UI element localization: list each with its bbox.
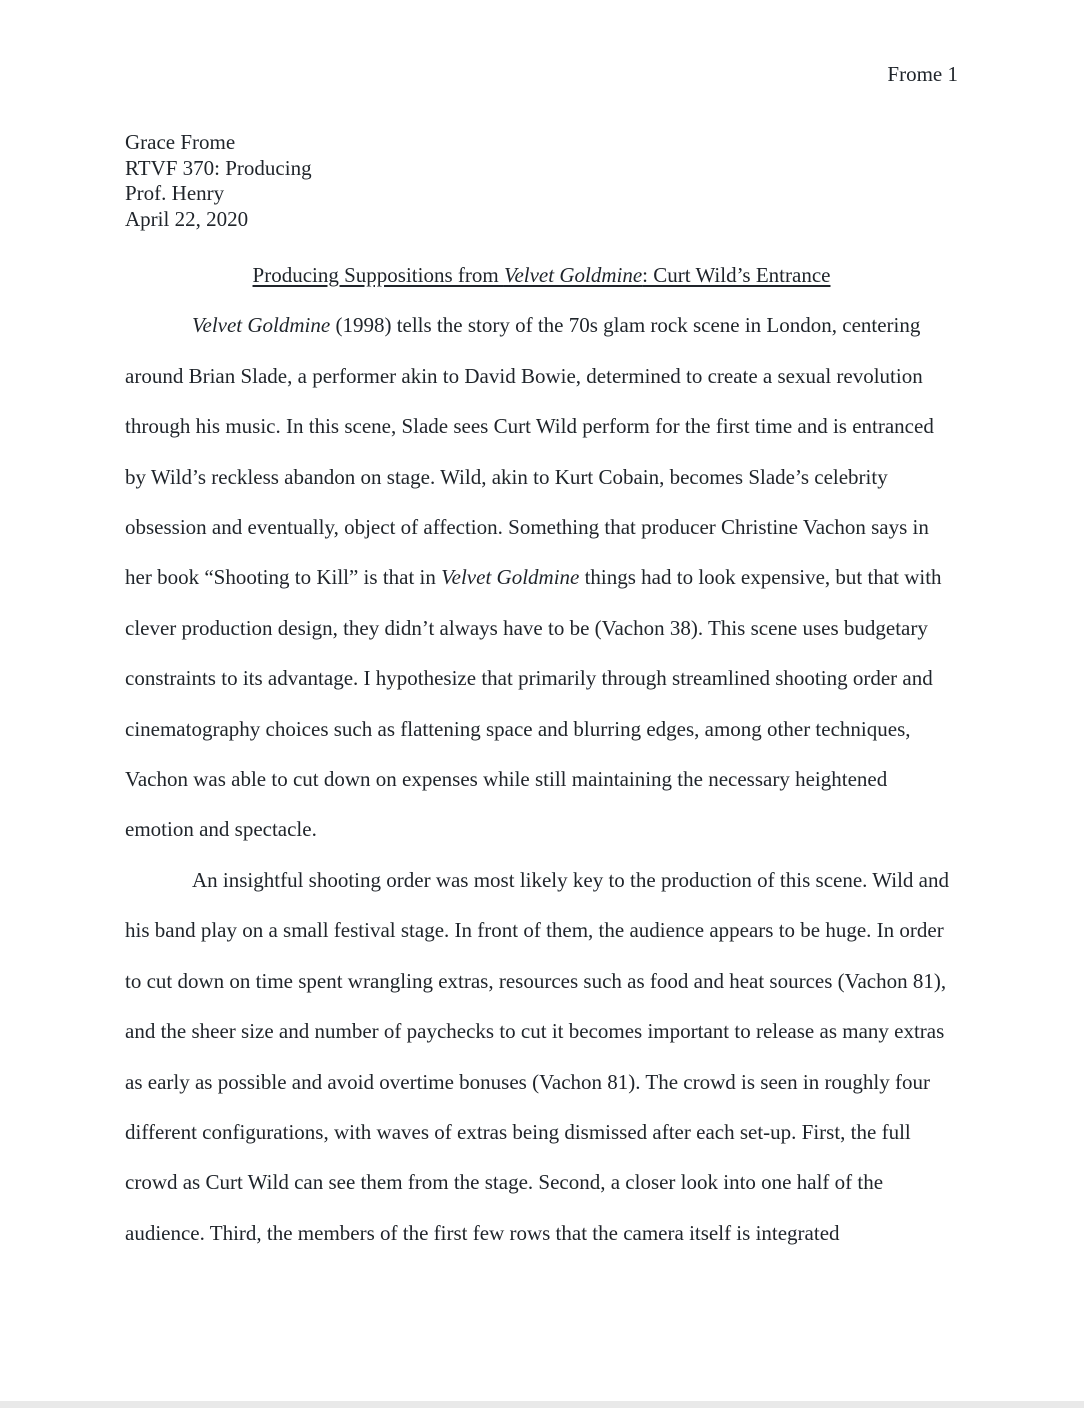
- essay-paragraph-2: An insightful shooting order was most likely key to the production of this scene. Wild and his band play on a small festival stage. In front of them, the audience appears to be huge. In order to cut down on time spent wrangling extras, resources such as food and heat sources (Vachon 81), and the sheer size and number of paychecks to cut it becomes important to release as many extras as early as possible and avoid overtime bonuses (Vachon 81). The crowd is seen in roughly four different configurations, with waves of extras being dismissed after each set-up. First, the full crowd as Curt Wild can see them from the stage. Second, a closer look into one half of the audience. Third, the members of the first few rows that the camera itself is integrated: [125, 867, 949, 1245]
- mla-heading-block: [125, 130, 958, 232]
- course-name: RTVF 370: Producing: [125, 155, 312, 180]
- date: April 22, 2020: [125, 206, 249, 231]
- student-name: Grace Frome: [125, 130, 236, 154]
- essay-title: Producing Suppositions from Velvet Goldmine: Curt Wild’s Entrance: [252, 263, 831, 287]
- essay-body: [125, 250, 958, 1258]
- essay-paragraph-1: Velvet Goldmine (1998) tells the story of the 70s glam rock scene in London, centering around Brian Slade, a performer akin to David Bowie, determined to create a sexual revolution through his music. In this scene, Slade sees Curt Wild perform for the first time and is entranced by Wild’s reckless abandon on stage. Wild, akin to Kurt Cobain, becomes Slade’s celebrity obsession and eventually, object of affection. Something that producer Christine Vachon says in her book “Shooting to Kill” is that in Velvet Goldmine things had to look expensive, but that with clever production design, they didn’t always have to be (Vachon 38). This scene uses budgetary constraints to its advantage. I hypothesize that primarily through streamlined shooting order and cinematography choices such as flattening space and blurring edges, among other techniques, Vachon was able to cut down on expenses while still maintaining the necessary heightened emotion and spectacle.: [125, 313, 942, 842]
- page-gap-strip: [0, 1401, 1084, 1408]
- running-header-page-number: Frome 1: [887, 62, 958, 86]
- professor-name: Prof. Henry: [125, 181, 225, 205]
